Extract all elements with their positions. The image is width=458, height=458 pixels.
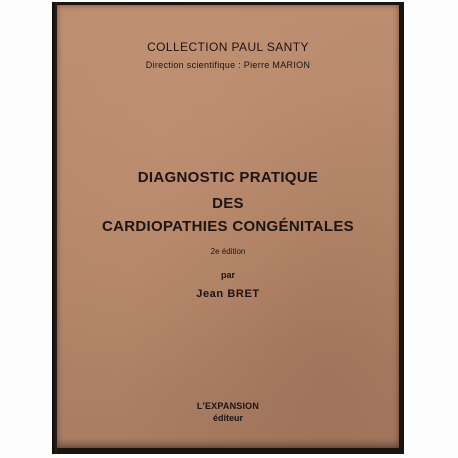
scientific-director: Direction scientifique : Pierre MARION (145, 60, 311, 70)
title-line-3: CARDIOPATHIES CONGÉNITALES (102, 218, 354, 235)
publisher-role: éditeur (212, 413, 243, 423)
cover-wear-shadow (57, 438, 399, 448)
by-label: par (220, 270, 235, 280)
edition-label: 2e édition (210, 247, 246, 256)
book-cover (57, 5, 399, 448)
author-name: Jean BRET (196, 288, 260, 300)
title-line-1: DIAGNOSTIC PRATIQUE (137, 169, 319, 186)
title-line-2: DES (212, 195, 244, 212)
collection-name: COLLECTION PAUL SANTY (147, 40, 309, 54)
publisher-name: L'EXPANSION (196, 401, 260, 411)
book (52, 2, 404, 454)
